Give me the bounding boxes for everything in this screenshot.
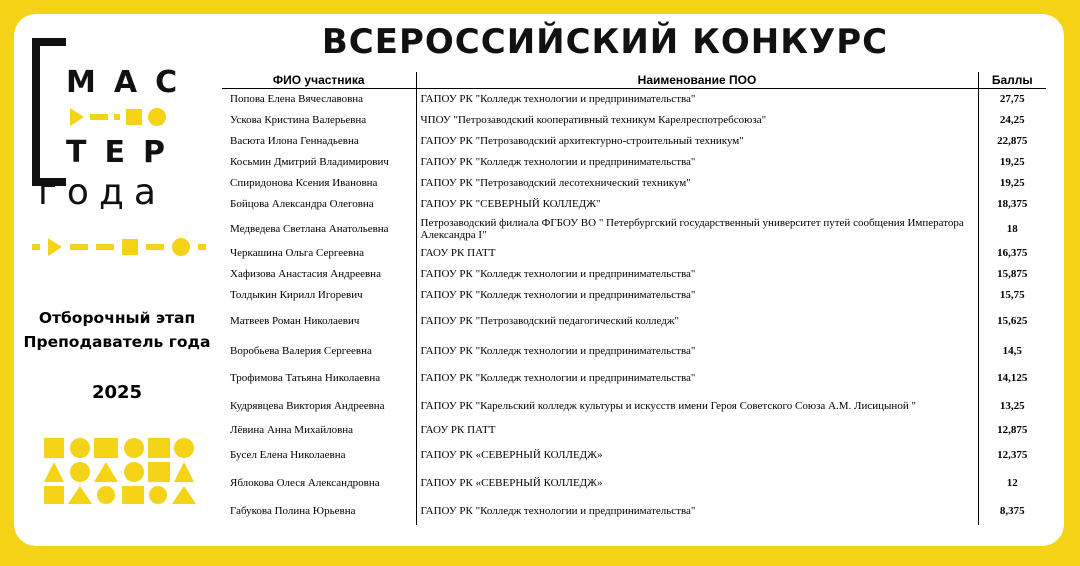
dash-icon xyxy=(146,244,164,250)
participant-name: Васюта Илона Геннадьевна xyxy=(230,135,359,147)
score-value: 12,875 xyxy=(978,420,1046,441)
stage-line-1: Отборочный этап xyxy=(38,309,196,327)
participant-name: Яблокова Олеся Александровна xyxy=(230,476,380,489)
pattern-square xyxy=(148,438,170,458)
table-row xyxy=(222,469,1046,497)
table-body xyxy=(222,89,1046,525)
participant-name: Хафизова Анастасия Андреевна xyxy=(230,268,381,280)
organization-name: ГАПОУ РК "Петрозаводский лесотехнический техникум" xyxy=(416,173,978,194)
pattern-triangle xyxy=(174,462,194,482)
table-row xyxy=(222,441,1046,469)
organization-name: ГАПОУ РК "Колледж технологии и предпринимательства" xyxy=(416,497,978,525)
pattern-triangle xyxy=(172,486,196,504)
header-org: Наименование ПОО xyxy=(416,72,978,89)
score-value: 12,375 xyxy=(978,441,1046,469)
organization-name: ГАПОУ РК "Карельский колледж культуры и искусств имени Героя Советского Союза А.М. Лисицыной " xyxy=(416,392,978,420)
triangle-icon xyxy=(70,108,84,126)
dash-icon xyxy=(96,244,114,250)
pattern-circle xyxy=(70,438,90,458)
organization-name: ГАПОУ РК "Колледж технологии и предпринимательства" xyxy=(416,89,978,110)
participant-name: Габукова Полина Юрьевна xyxy=(230,504,356,517)
table-row xyxy=(222,89,1046,110)
table-row xyxy=(222,152,1046,173)
organization-name: ГАПОУ РК "Колледж технологии и предпринимательства" xyxy=(416,264,978,285)
organization-name: ГАПОУ РК "Колледж технологии и предпринимательства" xyxy=(416,152,978,173)
organization-name: ГАПОУ РК "Петрозаводский архитектурно-строительный техникум" xyxy=(416,131,978,152)
participant-name: Лёвина Анна Михайловна xyxy=(230,424,354,436)
organization-name: ГАОУ РК ПАТТ xyxy=(416,243,978,264)
organization-name: ГАПОУ РК «СЕВЕРНЫЙ КОЛЛЕДЖ» xyxy=(416,469,978,497)
pattern-circle xyxy=(149,486,167,504)
table-row xyxy=(222,420,1046,441)
geometric-pattern xyxy=(44,438,196,504)
circle-icon xyxy=(148,108,166,126)
square-icon xyxy=(122,239,138,255)
score-value: 15,625 xyxy=(978,306,1046,337)
organization-name: ГАПОУ РК "Петрозаводский педагогический колледж" xyxy=(416,306,978,337)
score-value: 12 xyxy=(978,469,1046,497)
participant-name: Черкашина Ольга Сергеевна xyxy=(230,247,365,259)
organization-name: ГАПОУ РК «СЕВЕРНЫЙ КОЛЛЕДЖ» xyxy=(416,441,978,469)
pattern-square xyxy=(94,438,118,458)
pattern-triangle xyxy=(44,462,64,482)
participant-name: Медведева Светлана Анатольевна xyxy=(230,222,389,235)
logo-line-2: ТЕР xyxy=(66,135,183,170)
stage-caption xyxy=(22,306,212,354)
participant-name: Толдыкин Кирилл Игоревич xyxy=(230,289,363,301)
dash-icon xyxy=(70,244,88,250)
score-value: 14,125 xyxy=(978,365,1046,392)
score-value: 15,75 xyxy=(978,285,1046,306)
header-score: Баллы xyxy=(978,72,1046,89)
table-row xyxy=(222,131,1046,152)
participant-name: Бойцова Александра Олеговна xyxy=(230,198,374,210)
stage-line-2: Преподаватель года xyxy=(23,333,211,351)
participant-name: Попова Елена Вячеславовна xyxy=(230,93,364,106)
organization-name: ЧПОУ "Петрозаводский кооперативный техникум Карелреспотребсоюза" xyxy=(416,110,978,131)
participant-name: Спиридонова Ксения Ивановна xyxy=(230,177,378,189)
table-row xyxy=(222,194,1046,215)
logo-bracket xyxy=(32,38,40,186)
page-title: ВСЕРОССИЙСКИЙ КОНКУРС xyxy=(321,22,889,62)
participant-name: Матвеев Роман Николаевич xyxy=(230,315,360,327)
organization-name: ГАПОУ РК "Колледж технологии и предпринимательства" xyxy=(416,337,978,365)
pattern-square xyxy=(44,438,64,458)
score-value: 27,75 xyxy=(978,89,1046,110)
logo-line-1: МАС xyxy=(66,65,196,100)
score-value: 8,375 xyxy=(978,497,1046,525)
table-row xyxy=(222,365,1046,392)
pattern-circle xyxy=(124,462,144,482)
table-row xyxy=(222,243,1046,264)
score-value: 18,375 xyxy=(978,194,1046,215)
organization-name: ГАОУ РК ПАТТ xyxy=(416,420,978,441)
organization-name: Петрозаводский филиала ФГБОУ ВО " Петербургский государственный университет путей сообщения Императора Александра I" xyxy=(416,215,978,243)
score-value: 19,25 xyxy=(978,173,1046,194)
score-value: 22,875 xyxy=(978,131,1046,152)
circle-icon xyxy=(172,238,190,256)
score-value: 13,25 xyxy=(978,392,1046,420)
year-label: 2025 xyxy=(91,382,143,403)
pattern-circle xyxy=(174,438,194,458)
dash-icon xyxy=(32,244,40,250)
pattern-square xyxy=(148,462,170,482)
results-table-wrap xyxy=(222,72,1046,525)
participant-name: Бусел Елена Николаевна xyxy=(230,448,346,461)
score-value: 16,375 xyxy=(978,243,1046,264)
score-value: 19,25 xyxy=(978,152,1046,173)
pattern-square xyxy=(44,486,64,504)
table-row xyxy=(222,337,1046,365)
table-row xyxy=(222,215,1046,243)
pattern-circle xyxy=(124,438,144,458)
participant-name: Трофимова Татьяна Николаевна xyxy=(230,372,381,384)
pattern-triangle xyxy=(68,486,92,504)
table-row xyxy=(222,392,1046,420)
table-row xyxy=(222,285,1046,306)
organization-name: ГАПОУ РК "Колледж технологии и предпринимательства" xyxy=(416,365,978,392)
results-table xyxy=(222,72,1046,525)
score-value: 15,875 xyxy=(978,264,1046,285)
participant-name: Воробьева Валерия Сергеевна xyxy=(230,344,372,357)
header-name: ФИО участника xyxy=(222,72,416,89)
score-value: 14,5 xyxy=(978,337,1046,365)
participant-name: Ускова Кристина Валерьевна xyxy=(230,114,367,126)
score-value: 24,25 xyxy=(978,110,1046,131)
dash-icon xyxy=(90,114,108,120)
triangle-icon xyxy=(48,238,62,256)
pattern-circle xyxy=(97,486,115,504)
square-icon xyxy=(126,109,142,125)
dash-icon xyxy=(198,244,206,250)
score-value: 18 xyxy=(978,215,1046,243)
table-row xyxy=(222,264,1046,285)
table-row xyxy=(222,306,1046,337)
dot-icon xyxy=(114,114,120,120)
table-header-row xyxy=(222,72,1046,89)
pattern-square xyxy=(122,486,144,504)
table-row xyxy=(222,173,1046,194)
table-row xyxy=(222,497,1046,525)
pattern-circle xyxy=(70,462,90,482)
organization-name: ГАПОУ РК "Колледж технологии и предпринимательства" xyxy=(416,285,978,306)
logo-bracket-top xyxy=(32,38,66,46)
participant-name: Косьмин Дмитрий Владимирович xyxy=(230,156,389,168)
pattern-triangle xyxy=(94,462,118,482)
logo-pattern-row-1 xyxy=(70,108,166,126)
organization-name: ГАПОУ РК "СЕВЕРНЫЙ КОЛЛЕДЖ" xyxy=(416,194,978,215)
participant-name: Кудрявцева Виктория Андреевна xyxy=(230,399,385,412)
logo-pattern-row-2 xyxy=(32,238,206,256)
logo-line-3: года xyxy=(38,172,166,213)
table-row xyxy=(222,110,1046,131)
